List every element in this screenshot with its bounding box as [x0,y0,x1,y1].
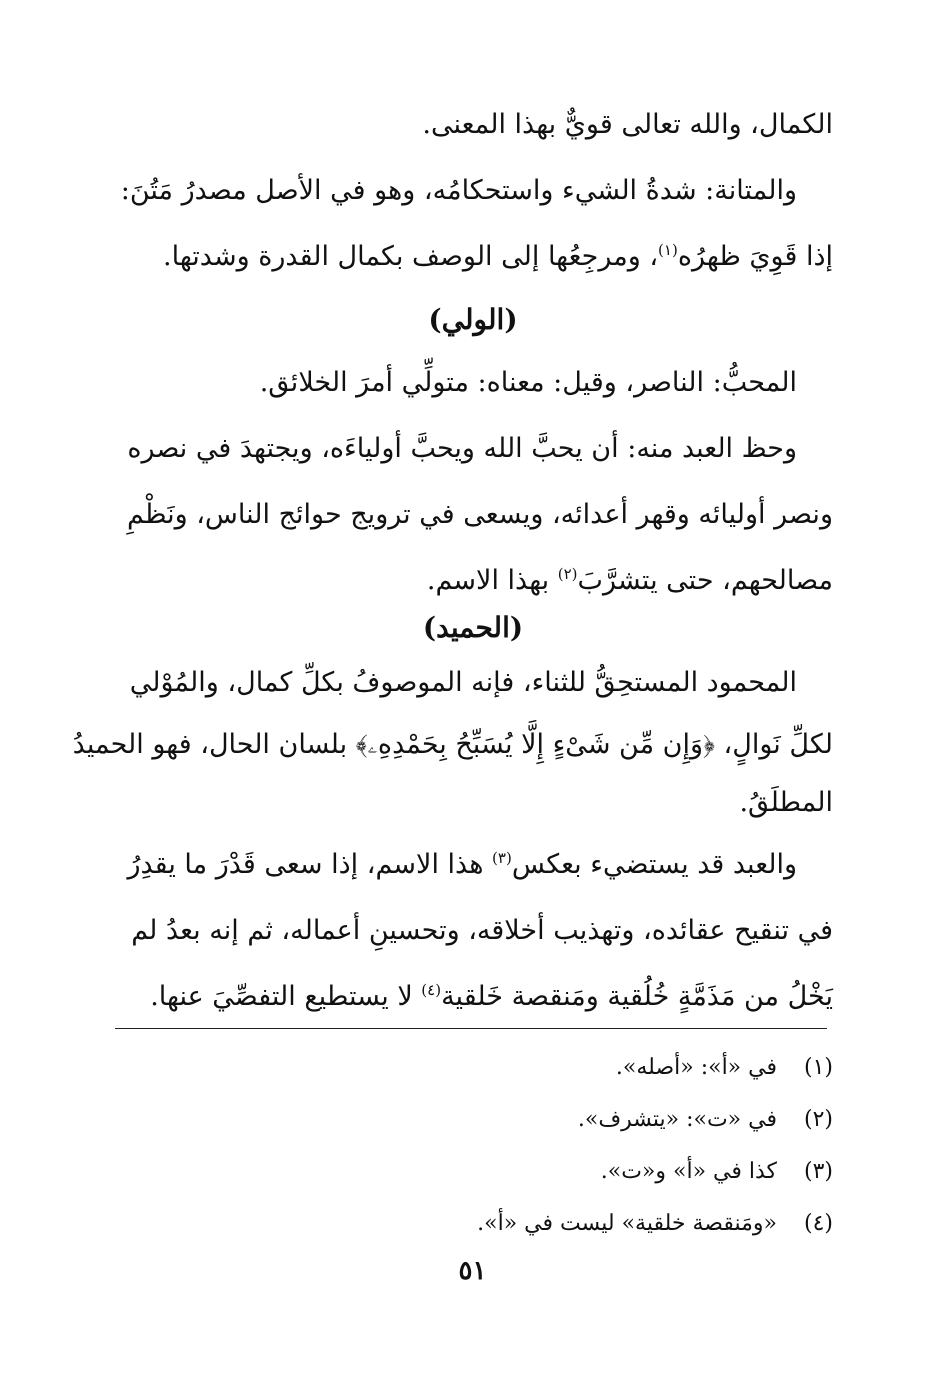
footnote-item [113,1198,833,1250]
text-run: والعبد قد يستضيء بعكس [511,849,797,880]
footnote-marker[interactable]: (٢) [557,565,578,583]
footnote-marker[interactable]: (١) [658,241,678,259]
footnote-number: (٣) [803,1159,833,1184]
text-run: مصالحهم، حتى يتشرَّبَ [577,565,833,596]
wali-paragraph [113,350,833,614]
text-line: الكمال، والله تعالى قويٌّ بهذا المعنى. [422,109,833,140]
section-heading-wali: (الولي) [428,303,518,336]
text-line: والمتانة: شدةُ الشيء واستحكامُه، وهو في الأصل مصدرُ مَتُنَ: [120,175,797,206]
text-run: إذا قَوِيَ ظهرُه [677,241,833,272]
text-line: في تنقيح عقائده، وتهذيب أخلاقه، وتحسينِ أعماله، ثم إنه بعدُ لم [131,915,833,946]
section-heading-hamid: (الحميد) [422,611,524,644]
footnote-marker[interactable]: (٣) [492,849,512,867]
footnote-number: (٢) [803,1107,833,1132]
footnote-number: (٤) [803,1211,833,1236]
text-line: المطلَقُ. [739,787,833,818]
footnote-item [113,1146,833,1198]
text-line [113,832,833,898]
text-run: هذا الاسم، إذا سعى قَدْرَ ما يقدِرُ [127,849,493,880]
footnote-text: في «أ»: «أصله». [615,1055,777,1080]
intro-paragraph [113,92,833,290]
text-line [113,964,833,1030]
footnote-marker[interactable]: (٤) [421,981,442,999]
footnote-item [113,1094,833,1146]
footnote-text: كذا في «أ» و«ت». [600,1159,777,1184]
footnotes-list [113,1042,833,1250]
text-run: لا يستطيع التفصِّيَ عنها. [150,981,422,1012]
text-line: ونصر أوليائه وقهر أعدائه، ويسعى في ترويج حوائج الناس، ونَظْمِ [126,499,833,530]
text-run: بهذا الاسم. [426,565,558,596]
text-line: لكلِّ نَوالٍ، ﴿وَإِن مِّن شَىْءٍ إِلَّا يُسَبِّحُ بِحَمْدِهِۦ﴾ بلسان الحال، فهو الحميدُ [72,729,833,760]
footnote-text: في «ت»: «يتشرف». [577,1107,777,1132]
footnote-number: (١) [803,1055,833,1080]
text-line: وحظ العبد منه: أن يحبَّ الله ويحبَّ أولياءَه، ويجتهدَ في نصره [127,433,797,464]
text-line: المحبُّ: الناصر، وقيل: معناه: متولِّي أمرَ الخلائق. [259,367,797,398]
text-run: يَخْلُ من مَذَمَّةٍ خُلُقية ومَنقصة خَلقية [441,981,833,1012]
page-number: ٥١ [458,1256,487,1286]
hamid-paragraph [72,650,833,1030]
text-line: المحمود المستحِقُّ للثناء، فإنه الموصوفُ بكلِّ كمال، والمُوْلي [129,667,797,698]
footnote-divider [115,1028,827,1029]
text-line [113,224,833,290]
footnote-item [113,1042,833,1094]
footnote-text: «ومَنقصة خلقية» ليست في «أ». [477,1211,777,1236]
text-run: ، ومرجِعُها إلى الوصف بكمال القدرة وشدتها. [163,241,659,272]
